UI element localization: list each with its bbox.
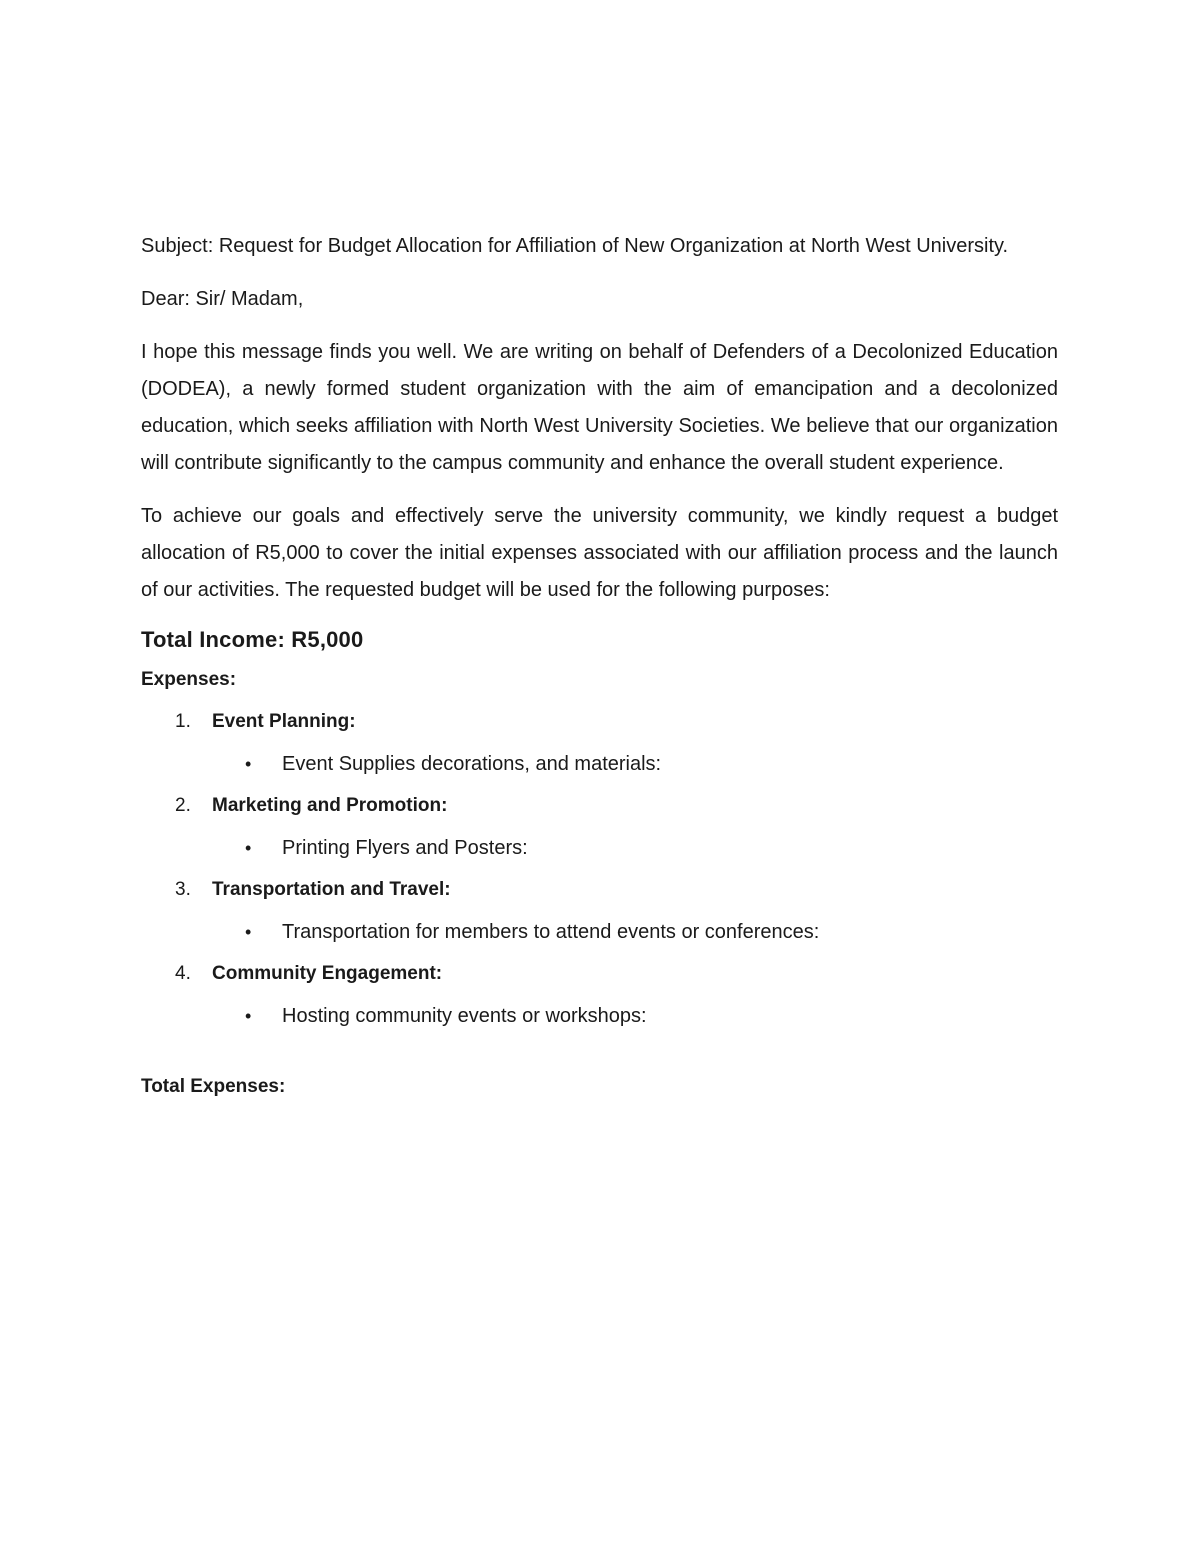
bullet-icon: •	[245, 922, 252, 942]
expense-category-title: Event Planning:	[212, 711, 356, 732]
expense-detail: Printing Flyers and Posters:	[282, 837, 528, 859]
expense-detail: Hosting community events or workshops:	[282, 1005, 647, 1027]
request-paragraph: To achieve our goals and effectively serve the university community, we kindly request a budget allocation of R5,000 to cover the initial expenses associated with our affiliation process and the launch of our activities. The requested budget will be used for the following purposes:	[141, 505, 1058, 601]
expense-detail: Event Supplies decorations, and materials:	[282, 753, 662, 775]
expense-category-title: Transportation and Travel:	[212, 879, 451, 900]
list-number: 3.	[175, 879, 191, 900]
subject-line: Subject: Request for Budget Allocation for Affiliation of New Organization at North West University.	[141, 235, 1009, 257]
expense-item-transportation	[141, 877, 1058, 945]
list-number: 2.	[175, 795, 191, 816]
expense-item-community	[141, 961, 1058, 1029]
expenses-heading: Expenses:	[141, 669, 237, 690]
expense-item-marketing	[141, 793, 1058, 861]
intro-paragraph: I hope this message finds you well. We are writing on behalf of Defenders of a Decolonized Education (DODEA), a newly formed student organization with the aim of emancipation and a decolonized education, which seeks affiliation with North West University Societies. We believe that our organization will contribute significantly to the campus community and enhance the overall student experience.	[141, 341, 1058, 474]
bullet-icon: •	[245, 838, 252, 858]
bullet-icon: •	[245, 754, 252, 774]
expense-category-title: Marketing and Promotion:	[212, 795, 448, 816]
bullet-icon: •	[245, 1006, 252, 1026]
list-number: 1.	[175, 711, 191, 732]
expense-detail: Transportation for members to attend events or conferences:	[282, 921, 820, 943]
expense-item-event-planning	[141, 709, 1058, 777]
list-number: 4.	[175, 963, 191, 984]
total-income: Total Income: R5,000	[141, 627, 364, 652]
salutation: Dear: Sir/ Madam,	[141, 288, 304, 310]
letter-body	[141, 228, 1058, 1100]
total-expenses: Total Expenses:	[141, 1076, 286, 1097]
expense-category-title: Community Engagement:	[212, 963, 443, 984]
